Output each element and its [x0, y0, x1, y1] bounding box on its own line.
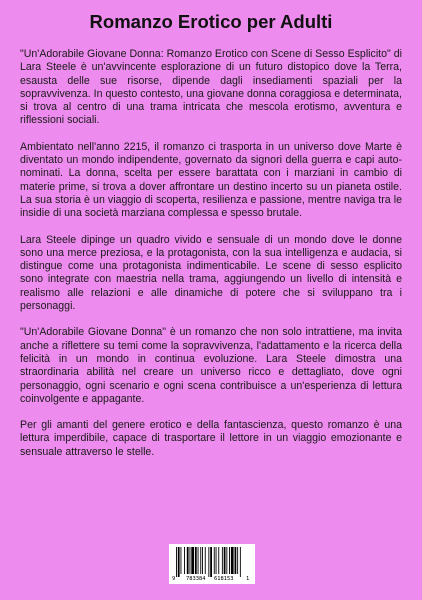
barcode-bar [224, 547, 226, 574]
barcode-group-right: 618153 [214, 576, 234, 582]
paragraph-intro: "Un'Adorabile Giovane Donna: Romanzo Erotico con Scene di Sesso Esplicito" di Lara Steele è un'avvincente esplorazione di un futuro distopico dove la Terra, esausta delle sue risorse, dipende dagli insediamenti spaziali per la sopravvivenza. In questo contesto, una giovane donna coraggiosa e determinata, si trova al centro di una trama intricata che mescola erotismo, avventura e riflessioni sociali. [20, 48, 402, 127]
barcode-bar [208, 547, 209, 577]
paragraph-themes: "Un'Adorabile Giovane Donna" è un romanzo che non solo intrattiene, ma invita anche a riflettere su temi come la sopravvivenza, l'adattamento e la ricerca della felicità in un mondo in continua evoluzione. Lara Steele dimostra una straordinaria abilità nel creare un universo ricco e dettagliato, dove ogni personaggio, ogni scenario e ogni scena contribuisce a un'esperienza di lettura coinvolgente e appagante. [20, 326, 402, 405]
barcode-bar [218, 547, 219, 574]
paragraph-setting: Ambientato nell'anno 2215, il romanzo ci trasporta in un universo dove Marte è diventato un mondo indipendente, governato da signori della guerra e capi auto-nominati. La donna, scelta per essere barattata con i marziani in cambio di materie prime, si trova a dover affrontare un destino incerto su un pianeta ostile. La sua storia è un viaggio di scoperta, resilienza e passione, mentre naviga tra le insidie di una società marziana complessa e spesso brutale. [20, 140, 402, 220]
page-title: Romanzo Erotico per Adulti [89, 11, 333, 32]
barcode-bar [205, 547, 206, 574]
barcode-bar [240, 547, 241, 577]
barcode-bar [184, 547, 185, 574]
barcode-bar [191, 547, 194, 574]
barcode-group-left: 783384 [186, 576, 206, 582]
barcode-bar [235, 547, 237, 574]
paragraph-author-style: Lara Steele dipinge un quadro vivido e sensuale di un mondo dove le donne sono una merce preziosa, e la protagonista, con la sua intelligenza e audacia, si distingue come una protagonista indimenticabile. Le scene di sesso esplicito sono integrate con maestria nella trama, aggiungendo un livello di intensità e realismo alle relazioni e alle dinamiche di potere che si sviluppano tra i personaggi. [20, 233, 402, 313]
barcode-bar [231, 547, 234, 574]
barcode-digit-first: 9 [172, 576, 176, 582]
barcode-bars [170, 545, 254, 583]
barcode-bar [181, 547, 182, 574]
isbn-barcode [169, 544, 255, 584]
barcode-bar [214, 547, 215, 574]
barcode-bar [195, 547, 197, 574]
barcode-digit-last: 1 [246, 576, 250, 582]
barcode-bar [198, 547, 199, 574]
paragraph-closing: Per gli amanti del genere erotico e della fantascienza, questo romanzo è una lettura imperdibile, capace di trasportare il lettore in un viaggio emozionante e sensuale attraverso le stelle. [20, 419, 402, 458]
barcode-bar [187, 547, 189, 574]
barcode-bar [226, 547, 227, 574]
barcode-bar [176, 547, 177, 577]
barcode-bar [229, 547, 230, 574]
barcode-bar [202, 547, 203, 574]
barcode-bar [210, 547, 212, 577]
barcode-bar [200, 547, 201, 574]
barcode-bar [216, 547, 217, 574]
barcode-bar [237, 547, 238, 574]
barcode-bar [190, 547, 191, 574]
barcode-bar [178, 547, 180, 577]
barcode-bar [222, 547, 223, 574]
